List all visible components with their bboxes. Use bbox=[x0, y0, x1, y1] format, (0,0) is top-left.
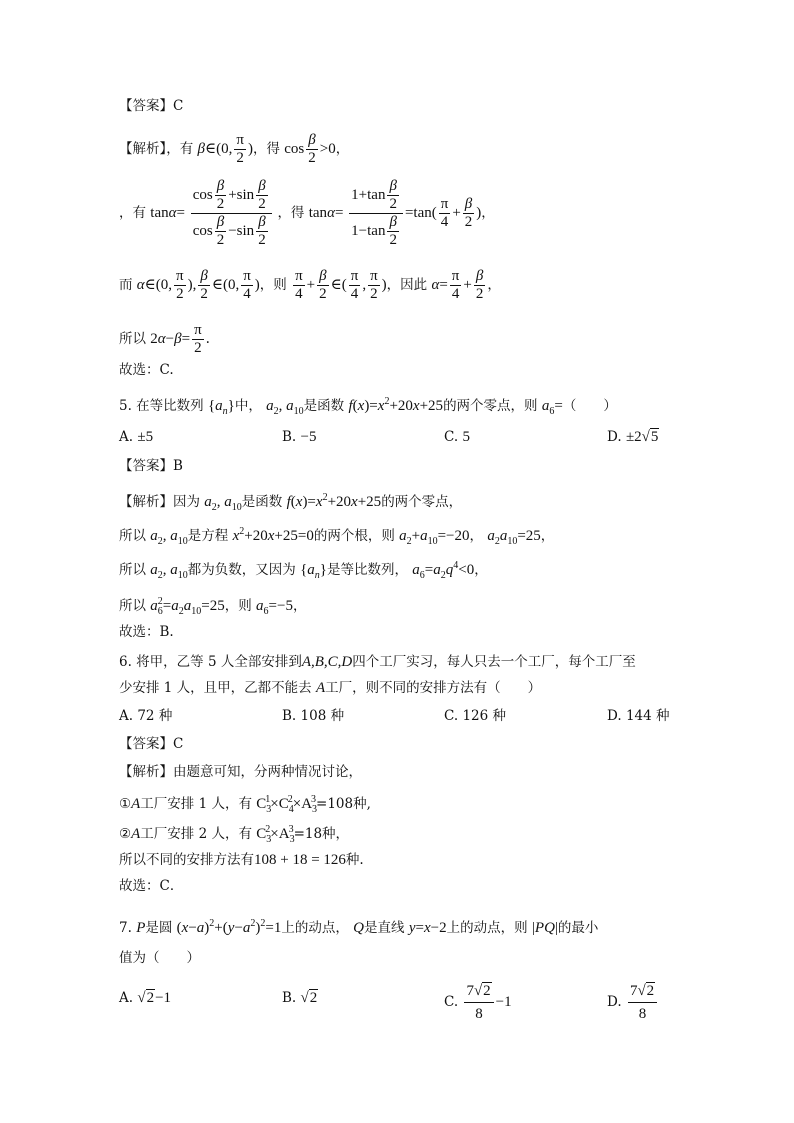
text: 由题意可知，分两种情况讨论， bbox=[173, 764, 362, 780]
text: 是方程 bbox=[187, 528, 229, 544]
math-expr: $C_3^1\times C_4^2\times A_3^3$ bbox=[256, 794, 318, 815]
q7-stem-line2 bbox=[119, 948, 200, 968]
text: 是函数 bbox=[241, 494, 283, 510]
text: 所以 bbox=[119, 330, 146, 347]
text: 中， bbox=[234, 398, 262, 414]
math-expr: A bbox=[131, 796, 141, 812]
math-expr: y=x−2 bbox=[408, 920, 447, 936]
q6-option-a[interactable] bbox=[119, 706, 172, 726]
q5-analysis-line4 bbox=[119, 592, 306, 622]
text: 四个工厂实习，每人只去一个工厂，每个工厂至 bbox=[352, 654, 636, 670]
text: ， bbox=[469, 528, 484, 544]
option-label: B. bbox=[282, 990, 297, 1006]
text: 工厂，则不同的安排方法有（ ） bbox=[325, 680, 542, 696]
text: ， bbox=[474, 562, 488, 578]
text: ，则 bbox=[224, 598, 252, 614]
option-value bbox=[626, 428, 659, 445]
text: 6. 将甲，乙等 5 人全部安排到 bbox=[119, 654, 302, 670]
text: ， bbox=[487, 276, 501, 293]
text: 的最小 bbox=[557, 920, 599, 936]
text: ，有 bbox=[119, 204, 146, 221]
q7-option-a[interactable] bbox=[119, 988, 171, 1008]
q6-option-d[interactable] bbox=[607, 706, 670, 726]
text: 上的动点，则 bbox=[446, 920, 528, 936]
text: ， bbox=[335, 140, 350, 157]
math-expr: $a_2+a_{10}=-20$ bbox=[399, 528, 470, 547]
math-expr: tanα= cos $\frac{\beta}{2}$ +sin $\frac{\beta}{2}$ cos $\frac{\beta}{2}$ −sin $\frac{\beta}{2}$ bbox=[150, 205, 277, 221]
answer-tag: 【答案】 bbox=[119, 736, 173, 752]
option-value bbox=[301, 989, 319, 1006]
q5-final bbox=[119, 622, 174, 642]
sqrt-symbol: √ bbox=[300, 990, 309, 1006]
math-expr: 108 + 18 = 126 bbox=[254, 852, 346, 868]
math-expr: $(x-a)^2+(y-a^2)^2=1$ bbox=[176, 918, 282, 936]
q6-option-b[interactable] bbox=[282, 706, 344, 726]
option-label: B. bbox=[282, 429, 297, 445]
text: （ ） bbox=[562, 398, 617, 414]
q6-case2 bbox=[119, 820, 349, 850]
q5-option-b[interactable] bbox=[282, 427, 316, 447]
option-label: C. bbox=[444, 429, 459, 445]
option-value: 72 种 bbox=[137, 708, 173, 724]
text: 种 bbox=[345, 852, 360, 868]
text: ，则 bbox=[259, 276, 287, 293]
text: ，得 bbox=[277, 204, 305, 221]
q6-case1 bbox=[119, 790, 371, 820]
text: 工厂安排 2 人，有 bbox=[140, 826, 252, 842]
q6-final bbox=[119, 876, 183, 896]
option-label: D. bbox=[607, 708, 622, 724]
math-expr: $x^2+20x+25=0$ bbox=[232, 526, 314, 544]
text: 是圆 bbox=[145, 920, 173, 936]
q6-option-c[interactable] bbox=[444, 706, 506, 726]
answer-tag: 【答案】 bbox=[119, 458, 173, 474]
option-label: D. bbox=[607, 429, 622, 445]
option-label: D. bbox=[607, 993, 622, 1010]
q6-analysis-line1 bbox=[119, 762, 362, 782]
math-expr: α∈(0, $\frac{\pi}{2}$ ), $\frac{\beta}{2}$ ∈(0, $\frac{\pi}{4}$ ) bbox=[136, 268, 260, 302]
q4-analysis-line3 bbox=[119, 268, 501, 303]
option-value: ±5 bbox=[137, 429, 154, 445]
answer-value: B bbox=[173, 458, 183, 474]
math-expr: $C_3^2\times A_3^3$ bbox=[256, 824, 295, 845]
text: ， bbox=[481, 204, 495, 221]
math-expr: $\{a_n\}$ bbox=[300, 562, 327, 581]
text: 是等比数列， bbox=[327, 562, 408, 578]
math-expr: 2α−β= $\frac{\pi}{2}$ bbox=[150, 322, 202, 356]
q5-option-d[interactable] bbox=[607, 427, 659, 447]
text: 的两个零点， bbox=[381, 494, 463, 510]
q6-stem-line1 bbox=[119, 652, 636, 672]
math-expr: $a_2$, $a_{10}$ bbox=[204, 494, 242, 513]
text: 故选： bbox=[119, 878, 160, 894]
math-expr: $a_2a_{10}=25$ bbox=[487, 528, 541, 547]
analysis-tag: 【解析】 bbox=[119, 494, 173, 510]
math-expr: $a_6^2=a_2a_{10}=25$ bbox=[150, 596, 225, 617]
option-label: A. bbox=[119, 429, 134, 445]
q6-stem-line2 bbox=[119, 678, 541, 698]
q5-analysis-line1 bbox=[119, 488, 462, 518]
radicand: 2 bbox=[146, 990, 155, 1006]
radicand: 2 bbox=[309, 990, 318, 1006]
q5-analysis-line3 bbox=[119, 556, 488, 586]
math-expr: |PQ| bbox=[531, 920, 558, 936]
q5-answer bbox=[119, 456, 183, 476]
option-value: 5 bbox=[462, 429, 470, 445]
option-value: 126 种 bbox=[462, 708, 506, 724]
math-expr: $a_2$, $a_{10}$ bbox=[150, 562, 188, 581]
text: 所以 bbox=[119, 562, 146, 578]
text: 都为负数，又因为 bbox=[187, 562, 296, 578]
option-label: C. bbox=[444, 993, 459, 1010]
q7-option-d[interactable] bbox=[607, 980, 659, 1025]
text: 故选： bbox=[119, 362, 160, 378]
text: 少安排 1 人，且甲，乙都不能去 bbox=[119, 680, 312, 696]
text: B. bbox=[159, 624, 174, 640]
q7-option-b[interactable] bbox=[282, 988, 318, 1008]
answer-value: C bbox=[173, 98, 184, 114]
q4-analysis-line1 bbox=[119, 132, 349, 167]
math-expr: β∈(0, $\frac{\pi}{2}$ ) bbox=[197, 132, 253, 166]
math-expr: A bbox=[131, 826, 141, 842]
text: 故选： bbox=[119, 624, 160, 640]
math-expr: α= $\frac{\pi}{4}$ + $\frac{\beta}{2}$ bbox=[431, 268, 484, 302]
option-value: −5 bbox=[300, 429, 317, 445]
math-expr: tanα= 1+tan $\frac{\beta}{2}$ 1−tan $\frac{\beta}{2}$ =tan( $\frac{\pi}{4}$ + $\frac{\beta}{2}$ ) bbox=[308, 178, 482, 248]
q7-option-c[interactable] bbox=[444, 980, 512, 1025]
math-expr: $a_6=a_2q^4<0$ bbox=[412, 560, 475, 581]
text: 5. 在等比数列 bbox=[119, 398, 204, 414]
option-label: A. bbox=[119, 990, 134, 1006]
math-expr: Q bbox=[353, 920, 365, 936]
text: ， bbox=[540, 528, 555, 544]
text: ，因此 bbox=[386, 276, 428, 293]
text: 所以 bbox=[119, 528, 146, 544]
text: . bbox=[359, 852, 364, 868]
text: ② bbox=[119, 826, 132, 842]
answer-tag: 【答案】 bbox=[119, 98, 173, 114]
math-expr: cos $\frac{\beta}{2}$ >0 bbox=[284, 132, 336, 166]
q4-final bbox=[119, 360, 174, 380]
math-expr: $a_2$, $a_{10}$ bbox=[150, 528, 188, 547]
text: ， bbox=[292, 598, 307, 614]
text: C． bbox=[159, 878, 184, 894]
option-value: √2−1 bbox=[137, 990, 172, 1006]
text: . bbox=[205, 330, 210, 347]
text: 所以不同的安排方法有 bbox=[119, 852, 254, 868]
math-expr: $a_6=-5$ bbox=[256, 598, 293, 617]
text: ① bbox=[119, 796, 132, 812]
option-label: A. bbox=[119, 708, 134, 724]
text: 上的动点， bbox=[281, 920, 349, 936]
option-label: B. bbox=[282, 708, 297, 724]
text: =18种， bbox=[293, 826, 350, 842]
radicand: 5 bbox=[650, 429, 659, 445]
text: ，得 bbox=[252, 140, 280, 157]
text: 工厂安排 1 人，有 bbox=[140, 796, 252, 812]
option-value: $\frac{7√2}{8}$ bbox=[626, 994, 659, 1010]
text: =108种, bbox=[316, 796, 371, 812]
text: ，有 bbox=[166, 140, 194, 157]
option-value: 144 种 bbox=[625, 708, 670, 724]
text: 的两个零点，则 bbox=[443, 398, 538, 414]
q7-stem-line1 bbox=[119, 914, 598, 938]
math-expr: $f(x)=x^2+20x+25$ bbox=[286, 492, 382, 510]
math-expr: $a_6=$ bbox=[541, 398, 563, 417]
text: 所以 bbox=[119, 598, 146, 614]
option-value: 108 种 bbox=[300, 708, 345, 724]
q6-answer bbox=[119, 734, 183, 754]
option-value: $\frac{7√2}{8}$ −1 bbox=[462, 994, 511, 1010]
text: 值为（ ） bbox=[119, 950, 200, 966]
sqrt-symbol: √ bbox=[137, 990, 146, 1006]
text: 因为 bbox=[173, 494, 200, 510]
math-expr: A bbox=[315, 680, 326, 696]
q4-analysis-line2 bbox=[119, 178, 495, 249]
analysis-tag: 【解析】 bbox=[119, 764, 173, 780]
math-expr: $a_2$, $a_{10}$ bbox=[266, 398, 304, 417]
answer-value: C bbox=[173, 736, 184, 752]
option-label: C. bbox=[444, 708, 459, 724]
text: 的两个根，则 bbox=[313, 528, 395, 544]
q4-answer bbox=[119, 96, 183, 116]
text: 是直线 bbox=[364, 920, 405, 936]
math-expr: $\frac{\pi}{4}$ + $\frac{\beta}{2}$ ∈( $\frac{\pi}{4}$ , $\frac{\pi}{2}$ ) bbox=[295, 268, 387, 302]
q5-option-c[interactable] bbox=[444, 427, 470, 447]
q5-analysis-line2 bbox=[119, 522, 554, 552]
text: 7. bbox=[119, 920, 132, 936]
math-expr: $f(x)=x^2+20x+25$ bbox=[348, 396, 444, 414]
math-expr: $\{a_n\}$ bbox=[207, 398, 235, 417]
sqrt-symbol: √ bbox=[641, 429, 650, 445]
q5-option-a[interactable] bbox=[119, 427, 153, 447]
text: C. bbox=[159, 362, 174, 378]
text: 而 bbox=[119, 276, 133, 293]
text: 是函数 bbox=[303, 398, 345, 414]
q4-analysis-line4 bbox=[119, 322, 210, 357]
math-expr: A,B,C,D bbox=[301, 654, 353, 670]
q6-sum bbox=[119, 850, 364, 870]
analysis-tag: 【解析】 bbox=[119, 140, 167, 157]
q5-stem bbox=[119, 392, 617, 422]
math-expr: P bbox=[136, 920, 146, 936]
text: ±2 bbox=[625, 429, 642, 445]
